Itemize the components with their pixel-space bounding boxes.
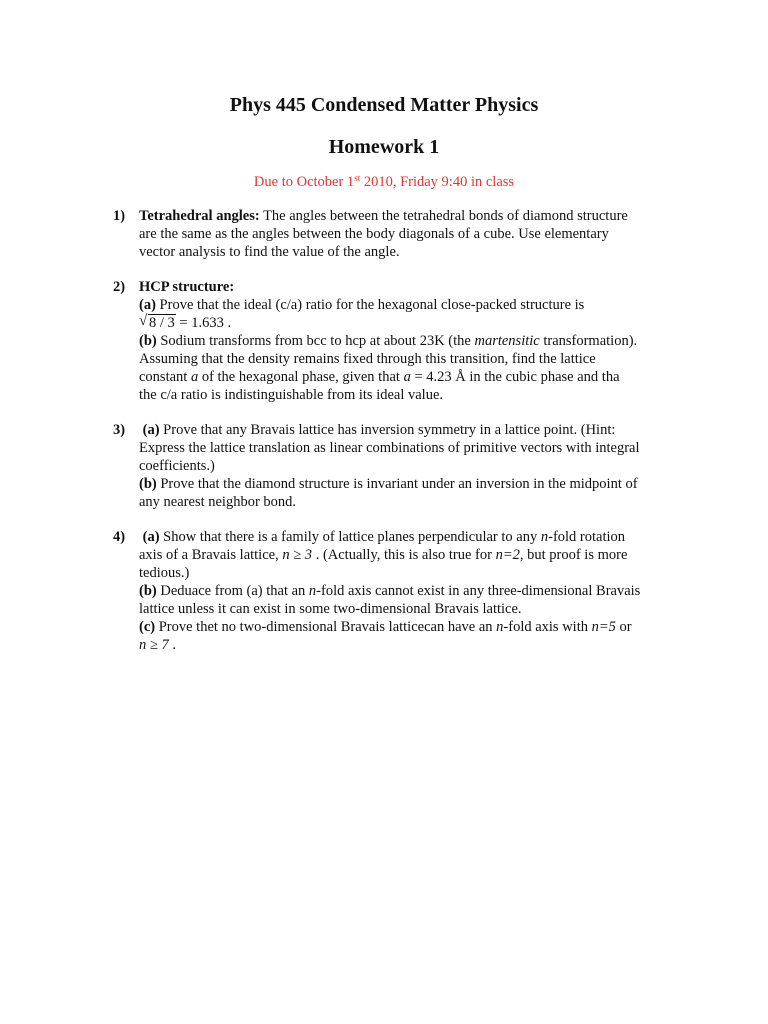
page-title: Phys 445 Condensed Matter Physics (229, 94, 539, 116)
problem-text: coefficients.) (139, 458, 215, 474)
math-variable: a (403, 369, 411, 385)
part-label: (a) (139, 297, 156, 313)
part-label: (c) (139, 619, 156, 635)
problem-text: Prove that the diamond structure is invariant under an inversion in the midpoint of (156, 476, 638, 492)
problem-text: of the hexagonal phase, given that (198, 369, 404, 385)
math-variable: n=5 (591, 619, 616, 635)
problem-number: 4) (113, 529, 126, 545)
due-superscript: st (354, 173, 361, 183)
math-variable: n (308, 583, 317, 599)
problem-text: any nearest neighbor bond. (139, 494, 297, 510)
italic-term: martensitic (474, 333, 540, 349)
part-label: (b) (139, 583, 157, 599)
problem-number: 2) (113, 279, 126, 295)
math-variable: n=2 (495, 547, 520, 563)
problem-text: The angles between the tetrahedral bonds of diamond structure (259, 208, 628, 224)
problem-text: Prove that any Bravais lattice has inversion symmetry in a lattice point. (Hint: (159, 422, 616, 438)
due-suffix: 2010, Friday 9:40 in class (360, 174, 515, 190)
page-subtitle: Homework 1 (328, 136, 440, 158)
problem-text: Sodium transforms from bcc to hcp at about 23K (the (156, 333, 475, 349)
problem-2 (113, 278, 683, 404)
problem-text: -fold axis cannot exist in any three-dimensional Bravais (316, 583, 641, 599)
problem-text: or (615, 619, 632, 635)
problem-text: = 1.633 . (175, 315, 232, 331)
problem-text: Prove that the ideal (c/a) ratio for the hexagonal close-packed structure is (155, 297, 585, 313)
math-inequality: n ≥ 7 (139, 637, 169, 653)
problem-3 (113, 421, 683, 511)
due-date (0, 173, 768, 191)
problem-1 (113, 207, 683, 261)
problem-text: are the same as the angles between the body diagonals of a cube. Use elementary (139, 226, 609, 242)
problem-text: -fold rotation (548, 529, 626, 545)
math-variable: a (190, 369, 199, 385)
due-prefix: Due to October 1 (253, 174, 355, 190)
part-label: (a) (142, 529, 160, 545)
part-label: (b) (139, 476, 157, 492)
radical-icon: √ (139, 313, 148, 329)
problem-text: = 4.23 Å in the cubic phase and tha (410, 369, 620, 385)
math-inequality: n ≥ 3 (282, 547, 313, 563)
problem-text: Deduace from (a) that an (156, 583, 309, 599)
problem-text: axis of a Bravais lattice, (139, 547, 283, 563)
problem-heading: HCP structure: (139, 279, 235, 295)
part-label: (a) (142, 422, 160, 438)
problem-text: . (168, 637, 176, 653)
problem-4 (113, 528, 683, 654)
radicand: 8 / 3 (149, 315, 175, 331)
problem-number: 1) (113, 208, 126, 224)
problem-text: constant (139, 369, 191, 385)
problem-number: 3) (113, 422, 126, 438)
math-variable: n (540, 529, 549, 545)
problem-text: -fold axis with (503, 619, 592, 635)
problem-text: transformation). (539, 333, 638, 349)
problem-text: lattice unless it can exist in some two-dimensional Bravais lattice. (139, 601, 522, 617)
problem-text: Assuming that the density remains fixed through this transition, find the lattice (139, 351, 596, 367)
problem-text: vector analysis to find the value of the angle. (139, 244, 400, 260)
problem-list (113, 207, 683, 671)
part-label: (b) (139, 333, 157, 349)
problem-text: Prove thet no two-dimensional Bravais latticecan have an (155, 619, 497, 635)
sqrt-expression (139, 314, 176, 332)
problem-text: Express the lattice translation as linear combinations of primitive vectors with integral (139, 440, 640, 456)
math-variable: n (496, 619, 504, 635)
problem-text: Show that there is a family of lattice planes perpendicular to any (159, 529, 541, 545)
problem-text: , but proof is more (519, 547, 628, 563)
problem-text: . (Actually, this is also true for (312, 547, 496, 563)
problem-text: the c/a ratio is indistinguishable from its ideal value. (139, 387, 444, 403)
problem-text: tedious.) (139, 565, 190, 581)
problem-heading: Tetrahedral angles: (139, 208, 260, 224)
